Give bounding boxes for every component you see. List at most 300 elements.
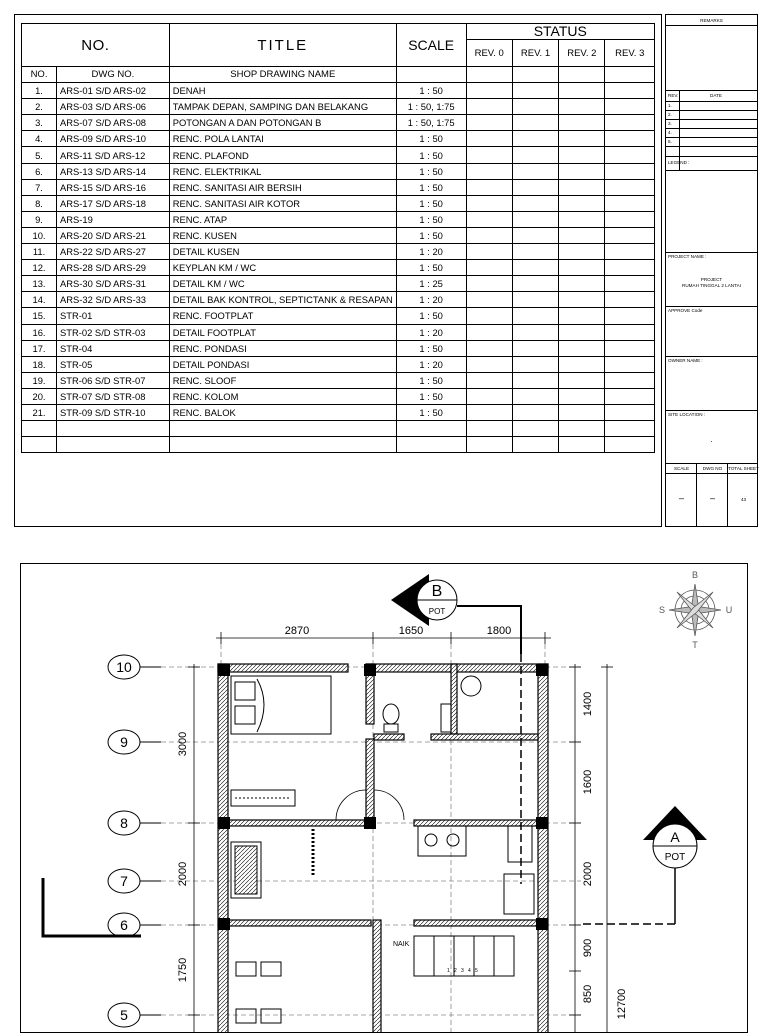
row-dwg-no: ARS-03 S/D ARS-06: [57, 99, 170, 115]
row-rev-cell: [466, 211, 512, 227]
row-rev-cell: [559, 131, 605, 147]
row-rev-cell: [466, 227, 512, 243]
row-scale: 1 : 50: [396, 372, 466, 388]
site-location-value: .: [710, 435, 713, 444]
dim-left-3: 1750: [177, 957, 189, 983]
row-drawing-name: RENC. PONDASI: [169, 340, 396, 356]
table-row: [22, 276, 655, 292]
table-row: [22, 356, 655, 372]
row-drawing-name: DETAIL KUSEN: [169, 244, 396, 260]
table-row: [22, 437, 655, 453]
row-drawing-name: RENC. ELEKTRIKAL: [169, 163, 396, 179]
dwg-no-value: –: [709, 493, 715, 503]
row-no: 3.: [22, 115, 57, 131]
row-rev-cell: [466, 99, 512, 115]
section-a-letter: A: [670, 829, 680, 845]
row-rev-cell: [466, 163, 512, 179]
stair-step-number: 4: [468, 968, 471, 974]
table-row: [22, 308, 655, 324]
row-rev-cell: [512, 308, 558, 324]
stair: [414, 936, 514, 976]
table-row: [22, 292, 655, 308]
row-rev-cell: [605, 131, 655, 147]
row-scale: 1 : 20: [396, 244, 466, 260]
row-rev-cell: [559, 227, 605, 243]
drawing-rows: [22, 83, 655, 453]
row-scale: 1 : 50: [396, 163, 466, 179]
row-dwg-no: STR-06 S/D STR-07: [57, 372, 170, 388]
row-drawing-name: DETAIL FOOTPLAT: [169, 324, 396, 340]
row-rev-cell: [559, 276, 605, 292]
row-drawing-name: RENC. PLAFOND: [169, 147, 396, 163]
dwg-no-label: DWG NO: [702, 466, 723, 471]
tb-rule: [666, 356, 757, 357]
row-dwg-no: ARS-32 S/D ARS-33: [57, 292, 170, 308]
row-dwg-no: ARS-07 S/D ARS-08: [57, 115, 170, 131]
dim-right-3: 2000: [582, 861, 594, 887]
row-rev-cell: [559, 421, 605, 437]
row-rev-cell: [512, 179, 558, 195]
row-no: 1.: [22, 83, 57, 99]
table-row: [22, 179, 655, 195]
row-no: 18.: [22, 356, 57, 372]
row-scale: 1 : 50: [396, 388, 466, 404]
col-rev0-blank: [466, 67, 512, 83]
row-rev-cell: [605, 276, 655, 292]
row-no: 13.: [22, 276, 57, 292]
row-no: 8.: [22, 195, 57, 211]
row-drawing-name: TAMPAK DEPAN, SAMPING DAN BELAKANG: [169, 99, 396, 115]
row-rev-cell: [559, 308, 605, 324]
compass-n: B: [691, 570, 699, 580]
project-line-2: RUMAH TINGGAL 2 LANTAI: [682, 283, 741, 288]
row-scale: 1 : 50: [396, 308, 466, 324]
stair-step-number: 5: [475, 968, 478, 974]
row-rev-cell: [559, 388, 605, 404]
row-drawing-name: [169, 421, 396, 437]
rev-5: 5.: [668, 139, 672, 144]
col-no: NO.: [22, 67, 57, 83]
tb-rule: [666, 25, 757, 26]
row-rev-cell: [559, 260, 605, 276]
drawing-list-table: [21, 23, 655, 453]
row-rev-cell: [605, 227, 655, 243]
row-no: 19.: [22, 372, 57, 388]
table-row: [22, 372, 655, 388]
row-rev-cell: [559, 292, 605, 308]
row-scale: 1 : 50: [396, 260, 466, 276]
row-rev-cell: [559, 83, 605, 99]
table-row: [22, 404, 655, 420]
row-rev-cell: [605, 195, 655, 211]
tb-rule: [666, 252, 757, 253]
dim-right-4: 900: [582, 938, 594, 958]
row-rev-cell: [466, 131, 512, 147]
row-rev-cell: [466, 356, 512, 372]
stair-step-number: 2: [454, 968, 457, 974]
row-drawing-name: RENC. SANITASI AIR KOTOR: [169, 195, 396, 211]
tb-rule: [666, 128, 757, 129]
rev-label: REV.: [668, 93, 679, 98]
row-rev-cell: [512, 324, 558, 340]
row-dwg-no: ARS-20 S/D ARS-21: [57, 227, 170, 243]
row-rev-cell: [512, 227, 558, 243]
row-rev-cell: [605, 147, 655, 163]
row-no: 14.: [22, 292, 57, 308]
header-scale: SCALE: [396, 24, 466, 67]
row-no: 20.: [22, 388, 57, 404]
col-rev2-blank: [559, 67, 605, 83]
row-rev-cell: [559, 163, 605, 179]
col-drawing-name: SHOP DRAWING NAME: [169, 67, 396, 83]
row-rev-cell: [605, 115, 655, 131]
row-rev-cell: [559, 147, 605, 163]
stair-step-number: 3: [461, 968, 464, 974]
table-row: [22, 83, 655, 99]
row-rev-cell: [512, 260, 558, 276]
row-no: 16.: [22, 324, 57, 340]
floor-plan-drawing: [21, 564, 748, 1033]
tb-rule: [666, 156, 757, 157]
row-rev-cell: [466, 147, 512, 163]
columns: [218, 664, 548, 930]
tb-rule: [666, 410, 757, 411]
grid-label: 7: [120, 873, 128, 889]
total-sheet-label: TOTAL SHEET: [728, 466, 759, 471]
row-rev-cell: [559, 244, 605, 260]
row-scale: 1 : 25: [396, 276, 466, 292]
living-room-sofa: [236, 962, 281, 1023]
dim-top-1: 2870: [284, 625, 310, 637]
row-no: 5.: [22, 147, 57, 163]
tb-rule: [666, 463, 757, 464]
tb-rule: [666, 170, 757, 171]
dim-right-1: 1400: [582, 691, 594, 717]
row-dwg-no: ARS-30 S/D ARS-31: [57, 276, 170, 292]
row-scale: 1 : 20: [396, 324, 466, 340]
table-row: [22, 195, 655, 211]
tb-rule: [666, 137, 757, 138]
row-drawing-name: RENC. FOOTPLAT: [169, 308, 396, 324]
section-a-sub: POT: [664, 852, 686, 863]
row-rev-cell: [559, 340, 605, 356]
row-no: 7.: [22, 179, 57, 195]
project-line-1: PROJECT: [700, 277, 723, 282]
row-rev-cell: [559, 179, 605, 195]
date-label: DATE: [710, 93, 722, 98]
row-no: 12.: [22, 260, 57, 276]
bed: [231, 676, 331, 734]
row-rev-cell: [605, 308, 655, 324]
row-dwg-no: [57, 437, 170, 453]
table-row: [22, 260, 655, 276]
row-rev-cell: [559, 404, 605, 420]
col-rev3-blank: [605, 67, 655, 83]
row-drawing-name: RENC. KUSEN: [169, 227, 396, 243]
row-rev-cell: [466, 244, 512, 260]
row-rev-cell: [559, 324, 605, 340]
row-rev-cell: [466, 437, 512, 453]
row-rev-cell: [605, 404, 655, 420]
grid-label: 9: [120, 734, 128, 750]
row-rev-cell: [559, 372, 605, 388]
row-scale: 1 : 50: [396, 340, 466, 356]
row-dwg-no: STR-04: [57, 340, 170, 356]
row-rev-cell: [605, 99, 655, 115]
stair-label: NAIK: [393, 941, 410, 948]
rev-3: 3.: [668, 121, 672, 126]
grid-bubbles: [108, 655, 161, 1027]
row-scale: 1 : 50: [396, 227, 466, 243]
floor-plan: [20, 563, 748, 1033]
row-rev-cell: [512, 388, 558, 404]
dim-left-1: 3000: [177, 731, 189, 757]
prayer-room: [231, 829, 313, 898]
table-row: [22, 421, 655, 437]
row-scale: 1 : 50: [396, 211, 466, 227]
table-row: [22, 147, 655, 163]
row-rev-cell: [559, 115, 605, 131]
row-rev-cell: [466, 292, 512, 308]
row-scale: [396, 437, 466, 453]
row-drawing-name: DETAIL KM / WC: [169, 276, 396, 292]
table-row: [22, 324, 655, 340]
legend-label: LEGEND :: [668, 160, 690, 165]
row-no: 2.: [22, 99, 57, 115]
row-drawing-name: [169, 437, 396, 453]
drawing-list-sheet: [14, 14, 662, 527]
grid-label: 10: [116, 659, 132, 675]
row-dwg-no: STR-07 S/D STR-08: [57, 388, 170, 404]
row-rev-cell: [512, 372, 558, 388]
table-row: [22, 99, 655, 115]
total-sheet-value: 43: [740, 497, 747, 502]
row-drawing-name: RENC. SANITASI AIR BERSIH: [169, 179, 396, 195]
site-location-label: SITE LOCATION :: [668, 412, 706, 417]
tb-rule: [666, 146, 757, 147]
rev-divider: [679, 90, 680, 170]
col-dwg-no: DWG NO.: [57, 67, 170, 83]
row-rev-cell: [605, 372, 655, 388]
row-rev-cell: [605, 83, 655, 99]
row-no: 15.: [22, 308, 57, 324]
row-rev-cell: [466, 324, 512, 340]
row-rev-cell: [512, 276, 558, 292]
row-rev-cell: [466, 115, 512, 131]
col-scale-blank: [396, 67, 466, 83]
row-no: 4.: [22, 131, 57, 147]
row-scale: 1 : 20: [396, 292, 466, 308]
row-rev-cell: [605, 356, 655, 372]
row-drawing-name: DENAH: [169, 83, 396, 99]
row-no: 9.: [22, 211, 57, 227]
row-rev-cell: [559, 211, 605, 227]
dim-top-3: 1800: [486, 625, 512, 637]
tb-rule: [666, 473, 757, 474]
row-drawing-name: RENC. KOLOM: [169, 388, 396, 404]
row-rev-cell: [605, 388, 655, 404]
row-rev-cell: [605, 211, 655, 227]
header-rev-2: REV. 2: [559, 40, 605, 67]
row-rev-cell: [605, 244, 655, 260]
row-rev-cell: [605, 292, 655, 308]
kitchen-counter: [418, 826, 534, 914]
row-rev-cell: [466, 388, 512, 404]
project-name-label: PROJECT NAME :: [668, 254, 707, 259]
row-no: 10.: [22, 227, 57, 243]
stair-step-number: 1: [447, 968, 450, 974]
dim-top-2: 1650: [398, 625, 424, 637]
row-dwg-no: ARS-15 S/D ARS-16: [57, 179, 170, 195]
col-rev1-blank: [512, 67, 558, 83]
row-scale: 1 : 20: [396, 356, 466, 372]
scale-label: SCALE: [673, 466, 690, 471]
row-rev-cell: [559, 437, 605, 453]
section-b-letter: B: [431, 583, 443, 600]
row-dwg-no: ARS-09 S/D ARS-10: [57, 131, 170, 147]
row-drawing-name: RENC. BALOK: [169, 404, 396, 420]
left-dimension-line: [188, 664, 200, 1033]
row-rev-cell: [605, 437, 655, 453]
row-rev-cell: [466, 83, 512, 99]
row-drawing-name: RENC. SLOOF: [169, 372, 396, 388]
row-dwg-no: ARS-13 S/D ARS-14: [57, 163, 170, 179]
header-status: STATUS: [466, 24, 654, 40]
row-scale: 1 : 50: [396, 83, 466, 99]
table-row: [22, 211, 655, 227]
row-rev-cell: [466, 404, 512, 420]
row-rev-cell: [605, 421, 655, 437]
row-rev-cell: [512, 131, 558, 147]
row-dwg-no: ARS-17 S/D ARS-18: [57, 195, 170, 211]
row-drawing-name: RENC. ATAP: [169, 211, 396, 227]
row-dwg-no: ARS-28 S/D ARS-29: [57, 260, 170, 276]
row-rev-cell: [559, 195, 605, 211]
bathroom-fixtures: [383, 676, 481, 732]
row-rev-cell: [512, 292, 558, 308]
row-rev-cell: [605, 179, 655, 195]
row-no: [22, 437, 57, 453]
table-row: [22, 227, 655, 243]
row-dwg-no: ARS-19: [57, 211, 170, 227]
row-rev-cell: [466, 195, 512, 211]
row-dwg-no: ARS-11 S/D ARS-12: [57, 147, 170, 163]
scale-value: –: [678, 493, 684, 503]
tb-rule: [666, 119, 757, 120]
row-no: 6.: [22, 163, 57, 179]
header-rev-3: REV. 3: [605, 40, 655, 67]
row-rev-cell: [466, 421, 512, 437]
row-no: 21.: [22, 404, 57, 420]
grid-label: 8: [120, 815, 128, 831]
section-b-sub: POT: [428, 607, 446, 616]
row-dwg-no: STR-09 S/D STR-10: [57, 404, 170, 420]
row-dwg-no: [57, 421, 170, 437]
row-rev-cell: [605, 324, 655, 340]
right-dimension-line: [569, 664, 613, 1033]
row-rev-cell: [466, 340, 512, 356]
row-rev-cell: [466, 308, 512, 324]
row-drawing-name: KEYPLAN KM / WC: [169, 260, 396, 276]
grid-label: 6: [120, 917, 128, 933]
row-no: 11.: [22, 244, 57, 260]
row-rev-cell: [559, 356, 605, 372]
tb-rule: [666, 306, 757, 307]
row-rev-cell: [466, 276, 512, 292]
grid-label: 5: [120, 1007, 128, 1023]
section-marker-a: [581, 806, 707, 924]
header-title: TITLE: [169, 24, 396, 67]
row-scale: 1 : 50: [396, 131, 466, 147]
rev-2: 2.: [668, 112, 672, 117]
row-scale: 1 : 50, 1:75: [396, 115, 466, 131]
row-scale: 1 : 50: [396, 195, 466, 211]
row-rev-cell: [512, 340, 558, 356]
row-rev-cell: [466, 372, 512, 388]
tb-rule: [666, 101, 757, 102]
row-rev-cell: [605, 163, 655, 179]
compass-s: T: [692, 640, 698, 650]
row-rev-cell: [512, 244, 558, 260]
row-rev-cell: [512, 421, 558, 437]
header-rev-0: REV. 0: [466, 40, 512, 67]
row-rev-cell: [512, 147, 558, 163]
row-drawing-name: DETAIL BAK KONTROL, SEPTICTANK & RESAPAN: [169, 292, 396, 308]
dim-right-2: 1600: [582, 769, 594, 795]
row-rev-cell: [512, 163, 558, 179]
wardrobe: [231, 790, 295, 806]
owner-label: OWNER NAME :: [668, 358, 703, 363]
row-drawing-name: POTONGAN A DAN POTONGAN B: [169, 115, 396, 131]
row-rev-cell: [512, 83, 558, 99]
row-rev-cell: [512, 99, 558, 115]
row-rev-cell: [512, 437, 558, 453]
row-rev-cell: [466, 179, 512, 195]
title-block: [665, 14, 758, 527]
table-row: [22, 388, 655, 404]
row-drawing-name: DETAIL PONDASI: [169, 356, 396, 372]
row-rev-cell: [559, 99, 605, 115]
dim-left-2: 2000: [177, 861, 189, 887]
tb-rule: [666, 110, 757, 111]
row-scale: 1 : 50, 1:75: [396, 99, 466, 115]
row-scale: 1 : 50: [396, 147, 466, 163]
row-rev-cell: [512, 404, 558, 420]
row-dwg-no: STR-02 S/D STR-03: [57, 324, 170, 340]
row-rev-cell: [512, 115, 558, 131]
row-rev-cell: [512, 195, 558, 211]
row-rev-cell: [512, 211, 558, 227]
row-rev-cell: [466, 260, 512, 276]
header-no: NO.: [22, 24, 170, 67]
compass-e: U: [725, 605, 733, 615]
header-rev-1: REV. 1: [512, 40, 558, 67]
table-row: [22, 131, 655, 147]
row-drawing-name: RENC. POLA LANTAI: [169, 131, 396, 147]
row-rev-cell: [605, 340, 655, 356]
row-rev-cell: [605, 260, 655, 276]
walls: [218, 664, 548, 1033]
table-row: [22, 340, 655, 356]
row-no: 17.: [22, 340, 57, 356]
table-row: [22, 163, 655, 179]
rev-1: 1.: [668, 103, 672, 108]
row-scale: 1 : 50: [396, 404, 466, 420]
row-dwg-no: STR-05: [57, 356, 170, 372]
row-dwg-no: ARS-01 S/D ARS-02: [57, 83, 170, 99]
row-dwg-no: ARS-22 S/D ARS-27: [57, 244, 170, 260]
row-scale: 1 : 50: [396, 179, 466, 195]
